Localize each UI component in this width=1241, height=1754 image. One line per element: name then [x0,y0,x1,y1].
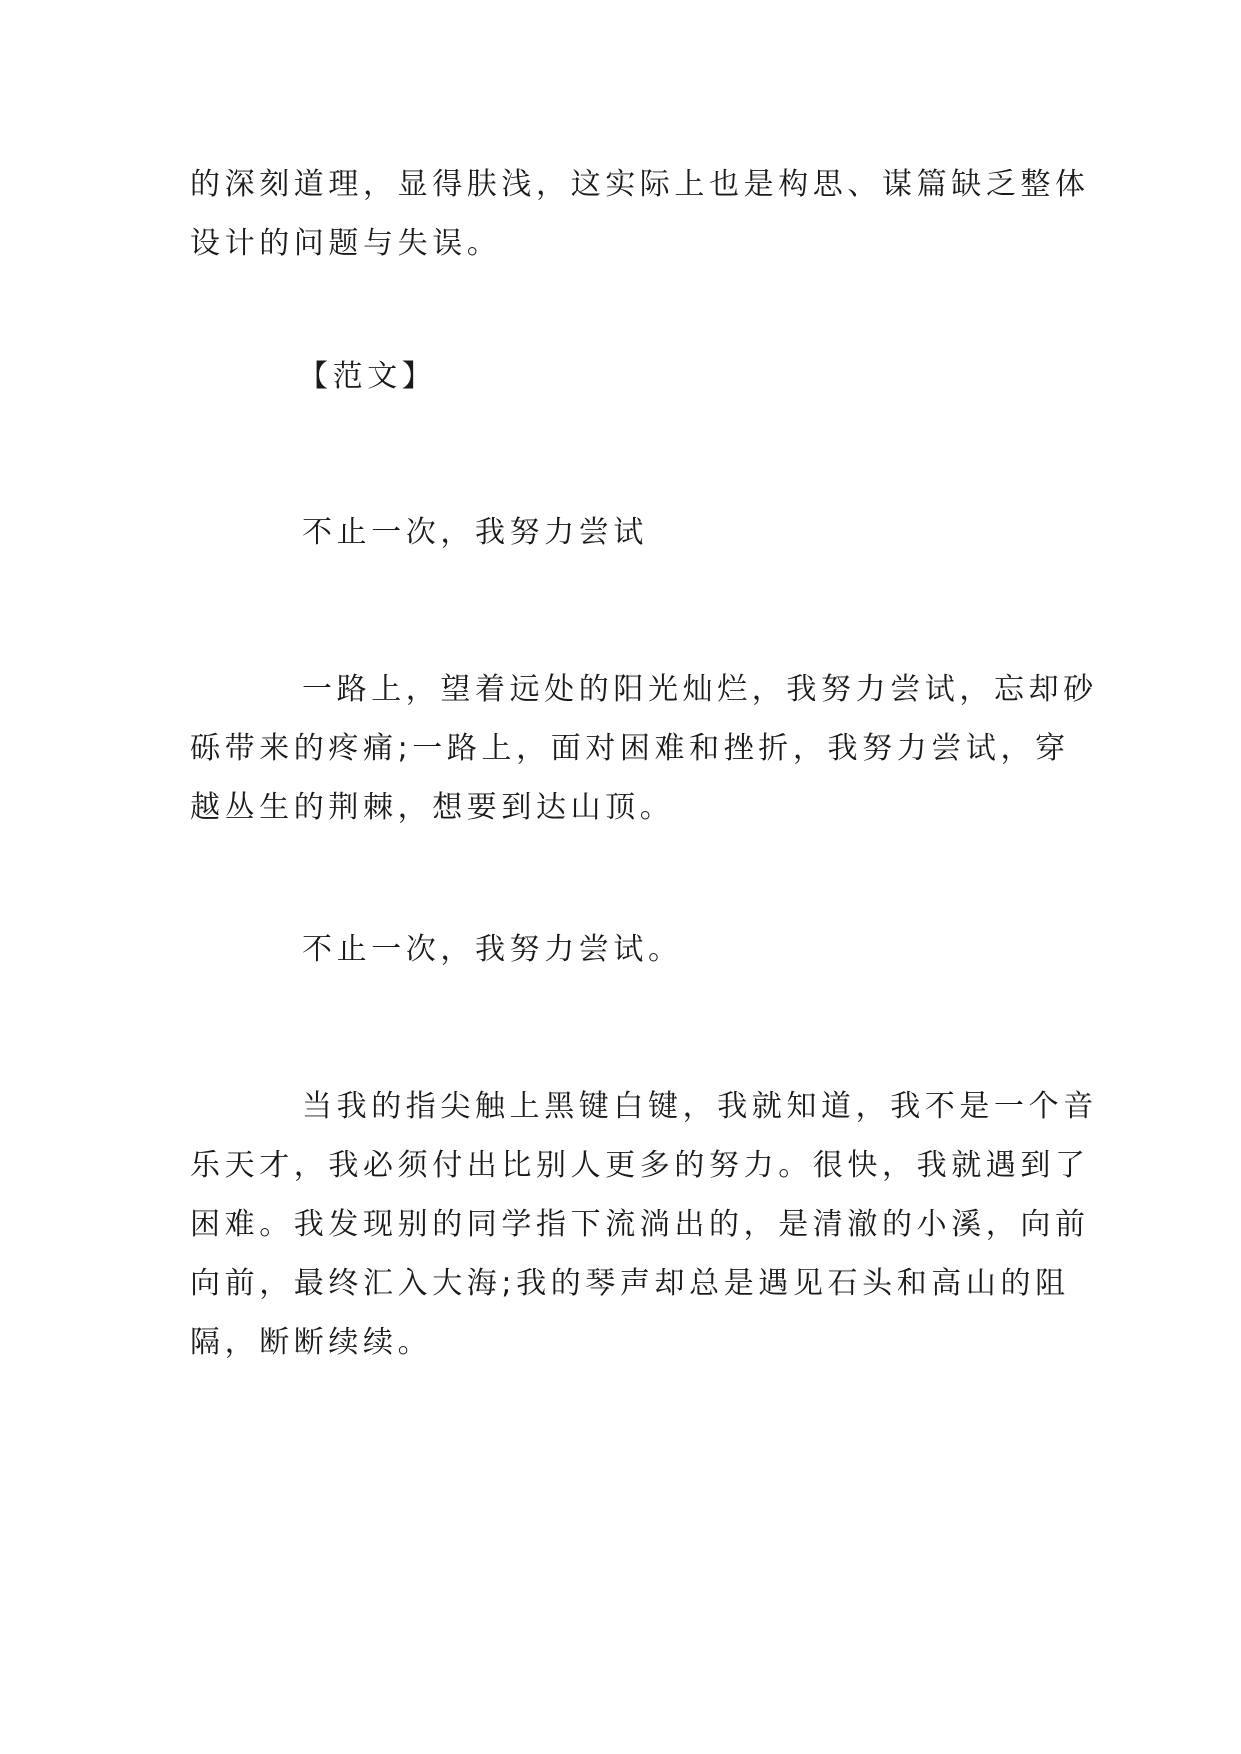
text-line: 困难。我发现别的同学指下流淌出的，是清澈的小溪，向前 [190,1207,1090,1242]
text-line: 越丛生的荆棘，想要到达山顶。 [190,790,675,825]
essay-title [190,503,1060,562]
section-heading-sample-essay [190,347,1060,406]
paragraph-intro-continuation [190,155,1090,273]
text-line: 向前，最终汇入大海;我的琴声却总是遇见石头和高山的阻 [190,1266,1070,1301]
paragraph-piano [190,1077,1098,1372]
text-line: 的深刻道理，显得肤浅，这实际上也是构思、谋篇缺乏整体 [190,167,1090,202]
text-line: 设计的问题与失误。 [190,226,502,261]
text-line: 隔，断断续续。 [190,1325,433,1360]
essay-title-text: 不止一次，我努力尝试 [302,515,648,550]
text-line: 不止一次，我努力尝试。 [302,932,683,967]
paragraph-refrain [190,920,1060,979]
text-line: 砾带来的疼痛;一路上，面对困难和挫折，我努力尝试，穿 [190,731,1070,766]
text-line: 一路上，望着远处的阳光灿烂，我努力尝试，忘却砂 [302,672,1098,707]
text-line: 当我的指尖触上黑键白键，我就知道，我不是一个音 [302,1089,1098,1124]
section-heading-label: 【范文】 [298,359,437,394]
paragraph-journey [190,660,1098,837]
text-line: 乐天才，我必须付出比别人更多的努力。很快，我就遇到了 [190,1148,1090,1183]
